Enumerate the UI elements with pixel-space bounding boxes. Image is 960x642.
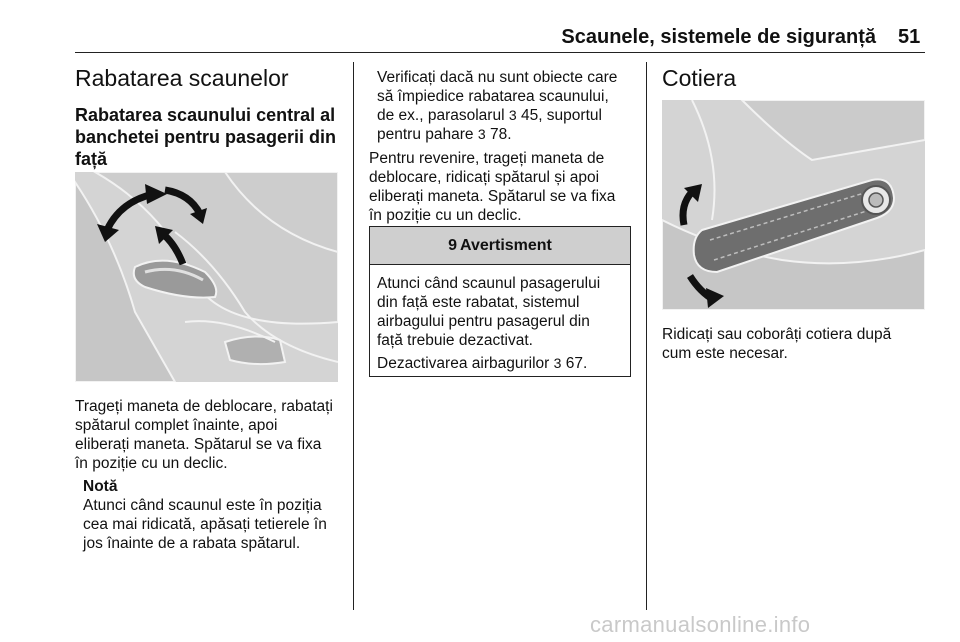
paragraph-line-3: eliberați maneta. Spătarul se va fixa bbox=[75, 436, 322, 453]
column-divider-1 bbox=[353, 62, 354, 610]
return-paragraph-line-2: deblocare, ridicați spătarul și apoi bbox=[369, 169, 600, 186]
warning-header bbox=[370, 227, 630, 265]
note-line-1: Atunci când scaunul este în poziția bbox=[83, 497, 322, 514]
seat-fold-illustration bbox=[75, 172, 338, 382]
armrest-paragraph-line-2: cum este necesar. bbox=[662, 345, 788, 362]
bullet-line-3-text: de ex., parasolarul bbox=[377, 107, 505, 124]
bullet-line-3-page: 45, suportul bbox=[520, 107, 602, 124]
warning-line-2: din față este rabatat, sistemul bbox=[377, 294, 580, 311]
return-paragraph-line-4: în poziție cu un declic. bbox=[369, 207, 522, 224]
warning-reference bbox=[377, 354, 587, 373]
warning-reference-text: Dezactivarea airbagurilor bbox=[377, 355, 550, 372]
note-line-2: cea mai ridicată, apăsați tetierele în bbox=[83, 516, 327, 533]
bullet-line-3 bbox=[377, 106, 602, 125]
note-line-3: jos înainte de a rabata spătarul. bbox=[83, 535, 301, 552]
page-number: 51 bbox=[898, 26, 921, 48]
reference-arrow-icon: 3 bbox=[477, 126, 486, 142]
warning-line-3: airbagului pentru pasagerul din bbox=[377, 313, 590, 330]
warning-line-1: Atunci când scaunul pasagerului bbox=[377, 275, 601, 292]
paragraph-line-4: în poziție cu un declic. bbox=[75, 455, 228, 472]
subsection-title-line-1: Rabatarea scaunului central al bbox=[75, 105, 336, 125]
subsection-title-line-2: banchetei pentru pasagerii din bbox=[75, 127, 337, 147]
warning-title: Avertisment bbox=[460, 236, 552, 254]
subsection-title-line-3: față bbox=[75, 149, 108, 169]
warning-line-4: față trebuie dezactivat. bbox=[377, 332, 533, 349]
header-rule bbox=[75, 52, 925, 53]
return-paragraph-line-1: Pentru revenire, trageți maneta de bbox=[369, 150, 605, 167]
bullet-line-1: Verificați dacă nu sunt obiecte care bbox=[377, 69, 618, 86]
watermark: carmanualsonline.info bbox=[590, 612, 811, 637]
paragraph-line-2: spătarul complet înainte, apoi bbox=[75, 417, 278, 434]
warning-reference-page: 67. bbox=[565, 355, 588, 372]
bullet-line-4 bbox=[377, 125, 512, 144]
return-paragraph-line-3: eliberați maneta. Spătarul se va fixa bbox=[369, 188, 616, 205]
paragraph-line-1: Trageți maneta de deblocare, rabatați bbox=[75, 398, 333, 415]
running-header-title: Scaunele, sistemele de siguranță bbox=[561, 26, 876, 48]
reference-arrow-icon: 3 bbox=[508, 107, 517, 123]
armrest-paragraph-line-1: Ridicați sau coborâți cotiera după bbox=[662, 326, 892, 343]
note-label: Notă bbox=[83, 478, 118, 495]
reference-arrow-icon: 3 bbox=[553, 355, 562, 371]
armrest-illustration bbox=[662, 100, 925, 310]
bullet-line-4-page: 78. bbox=[489, 126, 512, 143]
section-title-cotiera: Cotiera bbox=[662, 65, 737, 91]
armrest-drawing bbox=[662, 100, 925, 310]
warning-triangle-icon: 9 bbox=[448, 236, 457, 254]
bullet-line-4-text: pentru pahare bbox=[377, 126, 474, 143]
bullet-line-2: să împiedice rabatarea scaunului, bbox=[377, 88, 609, 105]
column-divider-2 bbox=[646, 62, 647, 610]
seat-fold-drawing bbox=[75, 172, 338, 382]
section-title-rabatarea: Rabatarea scaunelor bbox=[75, 65, 289, 91]
